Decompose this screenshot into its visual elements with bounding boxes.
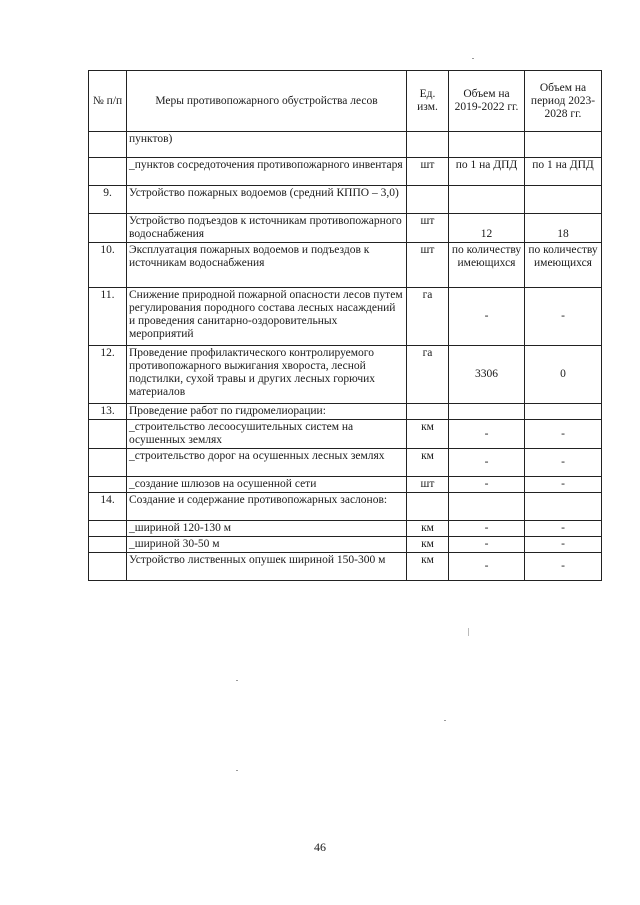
table-row <box>89 449 602 477</box>
row-unit: га <box>407 346 449 404</box>
row-volume-1: - <box>449 553 525 581</box>
row-volume-2 <box>525 186 602 214</box>
row-volume-2: - <box>525 553 602 581</box>
row-volume-2: по 1 на ДПД <box>525 158 602 186</box>
row-num: 10. <box>89 243 127 288</box>
row-num: 11. <box>89 288 127 346</box>
row-measure: _создание шлюзов на осушенной сети <box>127 477 407 493</box>
scan-speck <box>468 628 469 636</box>
row-volume-2: 0 <box>525 346 602 404</box>
table-row <box>89 288 602 346</box>
row-volume-1 <box>449 132 525 158</box>
row-measure: _пунктов сосредоточения противопожарного инвентаря <box>127 158 407 186</box>
row-num: 12. <box>89 346 127 404</box>
table-row <box>89 553 602 581</box>
row-unit: км <box>407 553 449 581</box>
row-measure: Снижение природной пожарной опасности лесов путем регулирования породного состава лесных насаждений и проведения санитарно-оздоровительных мероприятий <box>127 288 407 346</box>
page-number: 46 <box>314 840 326 854</box>
row-measure: пунктов) <box>127 132 407 158</box>
row-unit <box>407 404 449 420</box>
row-num <box>89 449 127 477</box>
table-row <box>89 132 602 158</box>
row-volume-2: по количеству имеющихся <box>525 243 602 288</box>
row-unit: шт <box>407 243 449 288</box>
row-volume-2 <box>525 493 602 521</box>
row-measure: Проведение работ по гидромелиорации: <box>127 404 407 420</box>
row-measure: Эксплуатация пожарных водоемов и подъездов к источникам водоснабжения <box>127 243 407 288</box>
row-volume-1 <box>449 186 525 214</box>
row-volume-1: по количеству имеющихся <box>449 243 525 288</box>
row-volume-2: - <box>525 420 602 449</box>
scan-speck <box>236 680 238 681</box>
row-volume-1 <box>449 404 525 420</box>
table-row <box>89 186 602 214</box>
row-num <box>89 537 127 553</box>
row-num: 13. <box>89 404 127 420</box>
row-unit: га <box>407 288 449 346</box>
row-volume-2: - <box>525 449 602 477</box>
row-unit <box>407 186 449 214</box>
row-volume-1: по 1 на ДПД <box>449 158 525 186</box>
row-measure: Создание и содержание противопожарных заслонов: <box>127 493 407 521</box>
row-volume-1 <box>449 493 525 521</box>
row-volume-1: 3306 <box>449 346 525 404</box>
row-volume-1: - <box>449 420 525 449</box>
row-unit: км <box>407 521 449 537</box>
table-row <box>89 537 602 553</box>
row-num: 14. <box>89 493 127 521</box>
row-unit: шт <box>407 477 449 493</box>
row-measure: _строительство лесоосушительных систем на осушенных землях <box>127 420 407 449</box>
scan-speck <box>236 770 238 771</box>
row-unit: км <box>407 449 449 477</box>
row-volume-2: - <box>525 477 602 493</box>
header-volume-2023-2028: Объем на период 2023-2028 гг. <box>525 71 602 132</box>
row-num <box>89 158 127 186</box>
row-num <box>89 132 127 158</box>
table-row <box>89 477 602 493</box>
row-measure: Проведение профилактического контролируемого противопожарного выжигания хвороста, лесной подстилки, сухой травы и других лесных горючих материалов <box>127 346 407 404</box>
header-num: № п/п <box>89 71 127 132</box>
table-row <box>89 158 602 186</box>
row-volume-1: - <box>449 449 525 477</box>
row-volume-1: - <box>449 537 525 553</box>
row-measure: Устройство подъездов к источникам противопожарного водоснабжения <box>127 214 407 243</box>
row-unit <box>407 493 449 521</box>
scan-speck <box>472 58 474 59</box>
row-num: 9. <box>89 186 127 214</box>
row-volume-2 <box>525 404 602 420</box>
table-row <box>89 404 602 420</box>
row-unit: км <box>407 537 449 553</box>
row-unit: шт <box>407 214 449 243</box>
row-num <box>89 420 127 449</box>
table-row <box>89 521 602 537</box>
header-unit: Ед. изм. <box>407 71 449 132</box>
row-measure: _строительство дорог на осушенных лесных землях <box>127 449 407 477</box>
row-num <box>89 553 127 581</box>
table-header-row <box>89 71 602 132</box>
row-volume-2 <box>525 132 602 158</box>
row-unit <box>407 132 449 158</box>
row-unit: шт <box>407 158 449 186</box>
table-row <box>89 214 602 243</box>
row-volume-1: - <box>449 477 525 493</box>
row-volume-1: - <box>449 521 525 537</box>
fire-measures-table <box>88 70 602 581</box>
row-num <box>89 477 127 493</box>
row-num <box>89 214 127 243</box>
row-measure: Устройство пожарных водоемов (средний КППО – 3,0) <box>127 186 407 214</box>
row-volume-1: 12 <box>449 214 525 243</box>
table-row <box>89 420 602 449</box>
row-volume-2: - <box>525 521 602 537</box>
row-unit: км <box>407 420 449 449</box>
row-measure: _шириной 30-50 м <box>127 537 407 553</box>
header-volume-2019-2022: Объем на 2019-2022 гг. <box>449 71 525 132</box>
row-num <box>89 521 127 537</box>
row-volume-2: - <box>525 537 602 553</box>
row-measure: Устройство лиственных опушек шириной 150-300 м <box>127 553 407 581</box>
row-volume-2: - <box>525 288 602 346</box>
row-measure: _шириной 120-130 м <box>127 521 407 537</box>
table-row <box>89 243 602 288</box>
scan-speck <box>444 720 446 721</box>
table-row <box>89 493 602 521</box>
table-row <box>89 346 602 404</box>
row-volume-1: - <box>449 288 525 346</box>
row-volume-2: 18 <box>525 214 602 243</box>
header-measure: Меры противопожарного обустройства лесов <box>127 71 407 132</box>
